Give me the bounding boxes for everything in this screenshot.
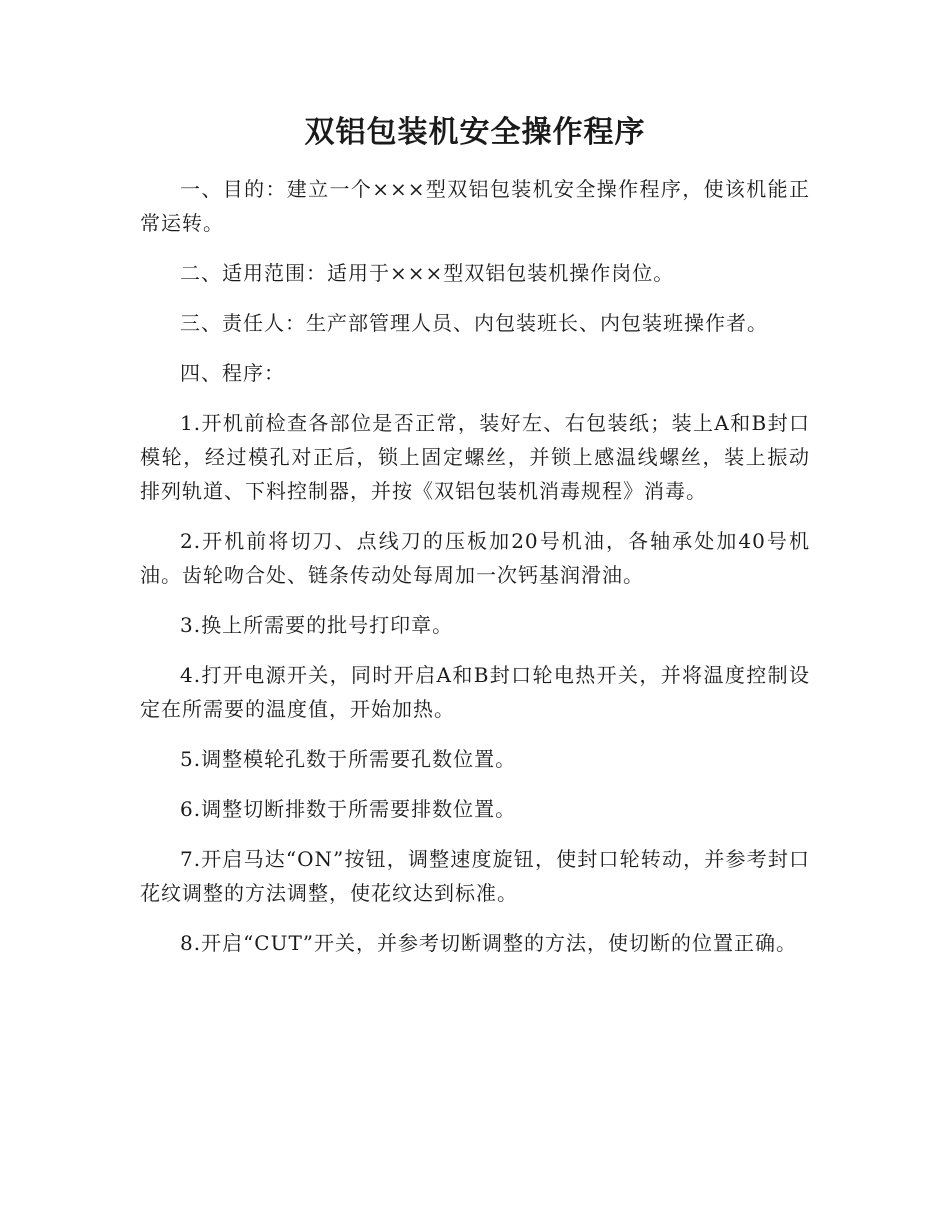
paragraph-scope: 二、适用范围：适用于×××型双铝包装机操作岗位。 — [180, 261, 675, 285]
procedure-step-7: 7.开启马达“ON”按钮，调整速度旋钮，使封口轮转动，并参考封口花纹调整的方法调整，使花纹达到标准。 — [140, 847, 810, 905]
paragraph-procedure-heading: 四、程序： — [180, 361, 285, 385]
procedure-step-6: 6.调整切断排数于所需要排数位置。 — [180, 797, 517, 821]
procedure-step-2: 2.开机前将切刀、点线刀的压板加20号机油，各轴承处加40号机油。齿轮吻合处、链条传动处每周加一次钙基润滑油。 — [140, 529, 810, 587]
procedure-step-1: 1.开机前检查各部位是否正常，装好左、右包装纸；装上A和B封口模轮，经过模孔对正后，锁上固定螺丝，并锁上感温线螺丝，装上振动排列轨道、下料控制器，并按《双铝包装机消毒规程》消毒。 — [140, 411, 810, 503]
procedure-step-8: 8.开启“CUT”开关，并参考切断调整的方法，使切断的位置正确。 — [180, 931, 798, 955]
document-title: 双铝包装机安全操作程序 — [304, 115, 646, 150]
procedure-step-5: 5.调整模轮孔数于所需要孔数位置。 — [180, 747, 517, 771]
paragraph-responsible: 三、责任人：生产部管理人员、内包装班长、内包装班操作者。 — [180, 311, 768, 335]
paragraph-purpose: 一、目的：建立一个×××型双铝包装机安全操作程序，使该机能正常运转。 — [140, 177, 810, 235]
procedure-step-4: 4.打开电源开关，同时开启A和B封口轮电热开关，并将温度控制设定在所需要的温度值，开始加热。 — [140, 663, 810, 721]
procedure-step-3: 3.换上所需要的批号打印章。 — [180, 613, 454, 637]
